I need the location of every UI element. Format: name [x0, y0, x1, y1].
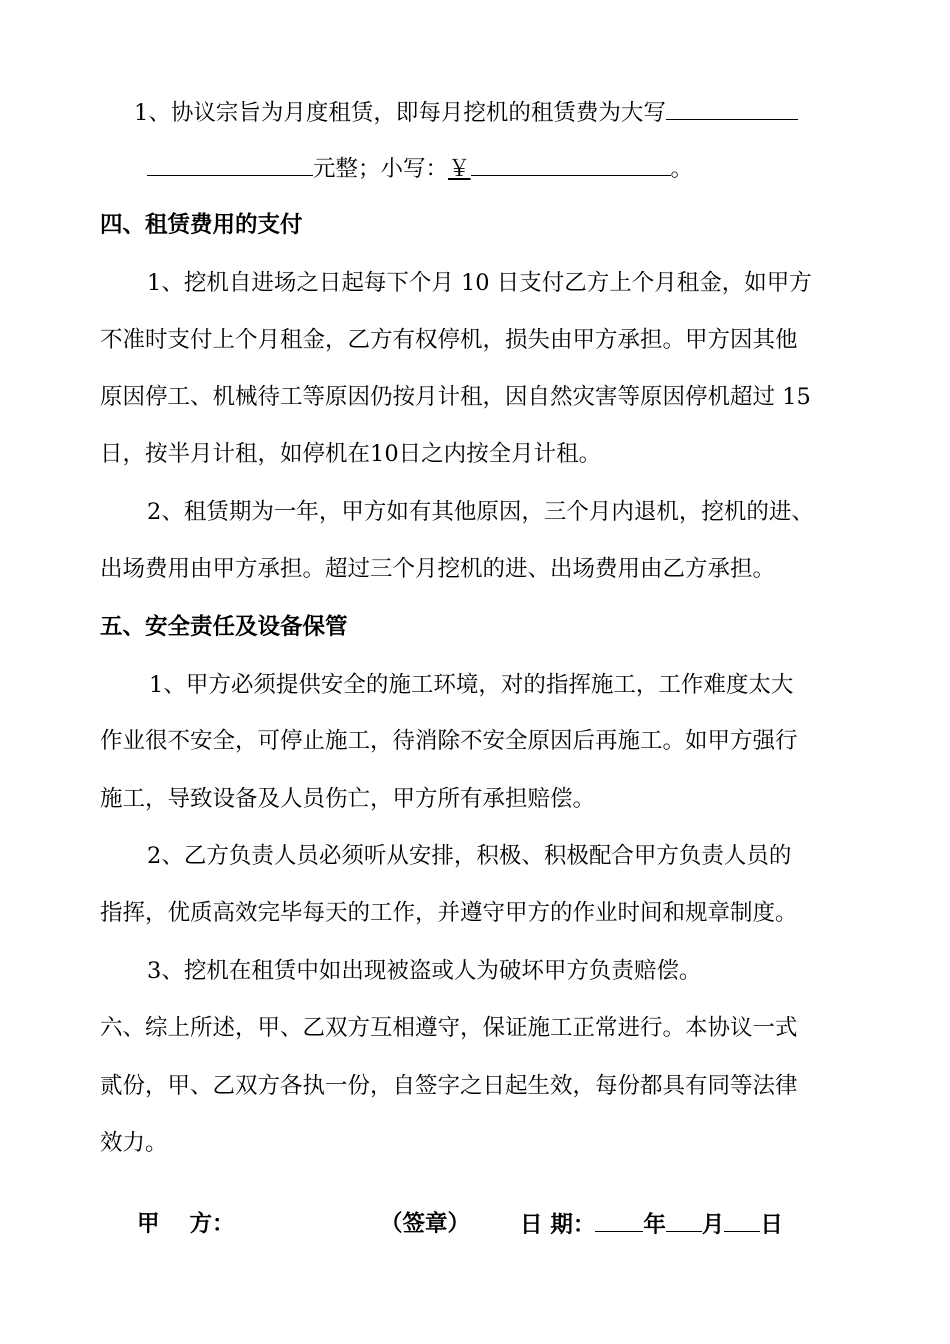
day-label: 日 — [760, 1212, 783, 1238]
date-label: 日 期： — [520, 1212, 596, 1238]
currency-symbol: ￥ — [448, 156, 471, 182]
month-label: 月 — [701, 1212, 725, 1238]
section-4-p1-line-4: 日，按半月计租，如停机在10日之内按全月计租。 — [100, 441, 602, 467]
year-label: 年 — [643, 1212, 666, 1238]
section-5-p3: 3、挖机在租赁中如出现被盗或人为破坏甲方负责赔偿。 — [147, 958, 702, 984]
seal-label: （签章） — [380, 1211, 471, 1237]
section-5-p2-line-2: 指挥，优质高效完毕每天的工作，并遵守甲方的作业时间和规章制度。 — [100, 900, 798, 926]
party-a-char-1: 甲 — [137, 1211, 160, 1237]
clause-1-line-2 — [147, 153, 693, 184]
section-5-heading: 五、安全责任及设备保管 — [100, 614, 348, 640]
section-5-p2-line-1: 2、乙方负责人员必须听从安排，积极、积极配合甲方负责人员的 — [147, 843, 792, 869]
clause-1-end: 。 — [670, 156, 694, 182]
section-4-p2-line-2: 出场费用由甲方承担。超过三个月挖机的进、出场费用由乙方承担。 — [100, 556, 776, 582]
section-5-p1-line-2: 作业很不安全，可停止施工，待消除不安全原因后再施工。如甲方强行 — [100, 728, 798, 754]
section-4-heading: 四、租赁费用的支付 — [100, 212, 303, 238]
clause-1-line-1 — [134, 97, 798, 128]
month-blank[interactable] — [666, 1209, 702, 1232]
section-6-line-3: 效力。 — [100, 1130, 168, 1156]
date-row — [520, 1209, 783, 1240]
day-blank[interactable] — [724, 1209, 760, 1232]
section-4-p1-line-2: 不准时支付上个月租金，乙方有权停机，损失由甲方承担。甲方因其他 — [100, 327, 798, 353]
section-5-p1-line-3: 施工，导致设备及人员伤亡，甲方所有承担赔偿。 — [100, 786, 596, 812]
section-6-line-1: 六、综上所述，甲、乙双方互相遵守，保证施工正常进行。本协议一式 — [100, 1015, 798, 1041]
section-5-p1-line-1: 1、甲方必须提供安全的施工环境，对的指挥施工，工作难度太大 — [149, 672, 794, 698]
party-a-label — [137, 1209, 235, 1239]
amount-figures-blank[interactable] — [471, 153, 671, 176]
year-blank[interactable] — [595, 1209, 643, 1232]
clause-1-text: 1、协议宗旨为月度租赁，即每月挖机的租赁费为大写 — [134, 100, 666, 126]
party-a-char-2: 方： — [189, 1211, 235, 1237]
amount-words-blank-continued[interactable] — [147, 153, 313, 176]
section-4-p2-line-1: 2、租赁期为一年，甲方如有其他原因，三个月内退机，挖机的进、 — [147, 499, 814, 525]
section-4-p1-line-3: 原因停工、机械待工等原因仍按月计租，因自然灾害等原因停机超过 15 — [100, 384, 811, 410]
section-4-p1-line-1: 1、挖机自进场之日起每下个月 10 日支付乙方上个月租金，如甲方 — [147, 270, 812, 296]
clause-1-text-2: 元整；小写： — [313, 156, 449, 182]
section-6-line-2: 贰份，甲、乙双方各执一份，自签字之日起生效，每份都具有同等法律 — [100, 1073, 798, 1099]
amount-words-blank[interactable] — [666, 97, 798, 120]
